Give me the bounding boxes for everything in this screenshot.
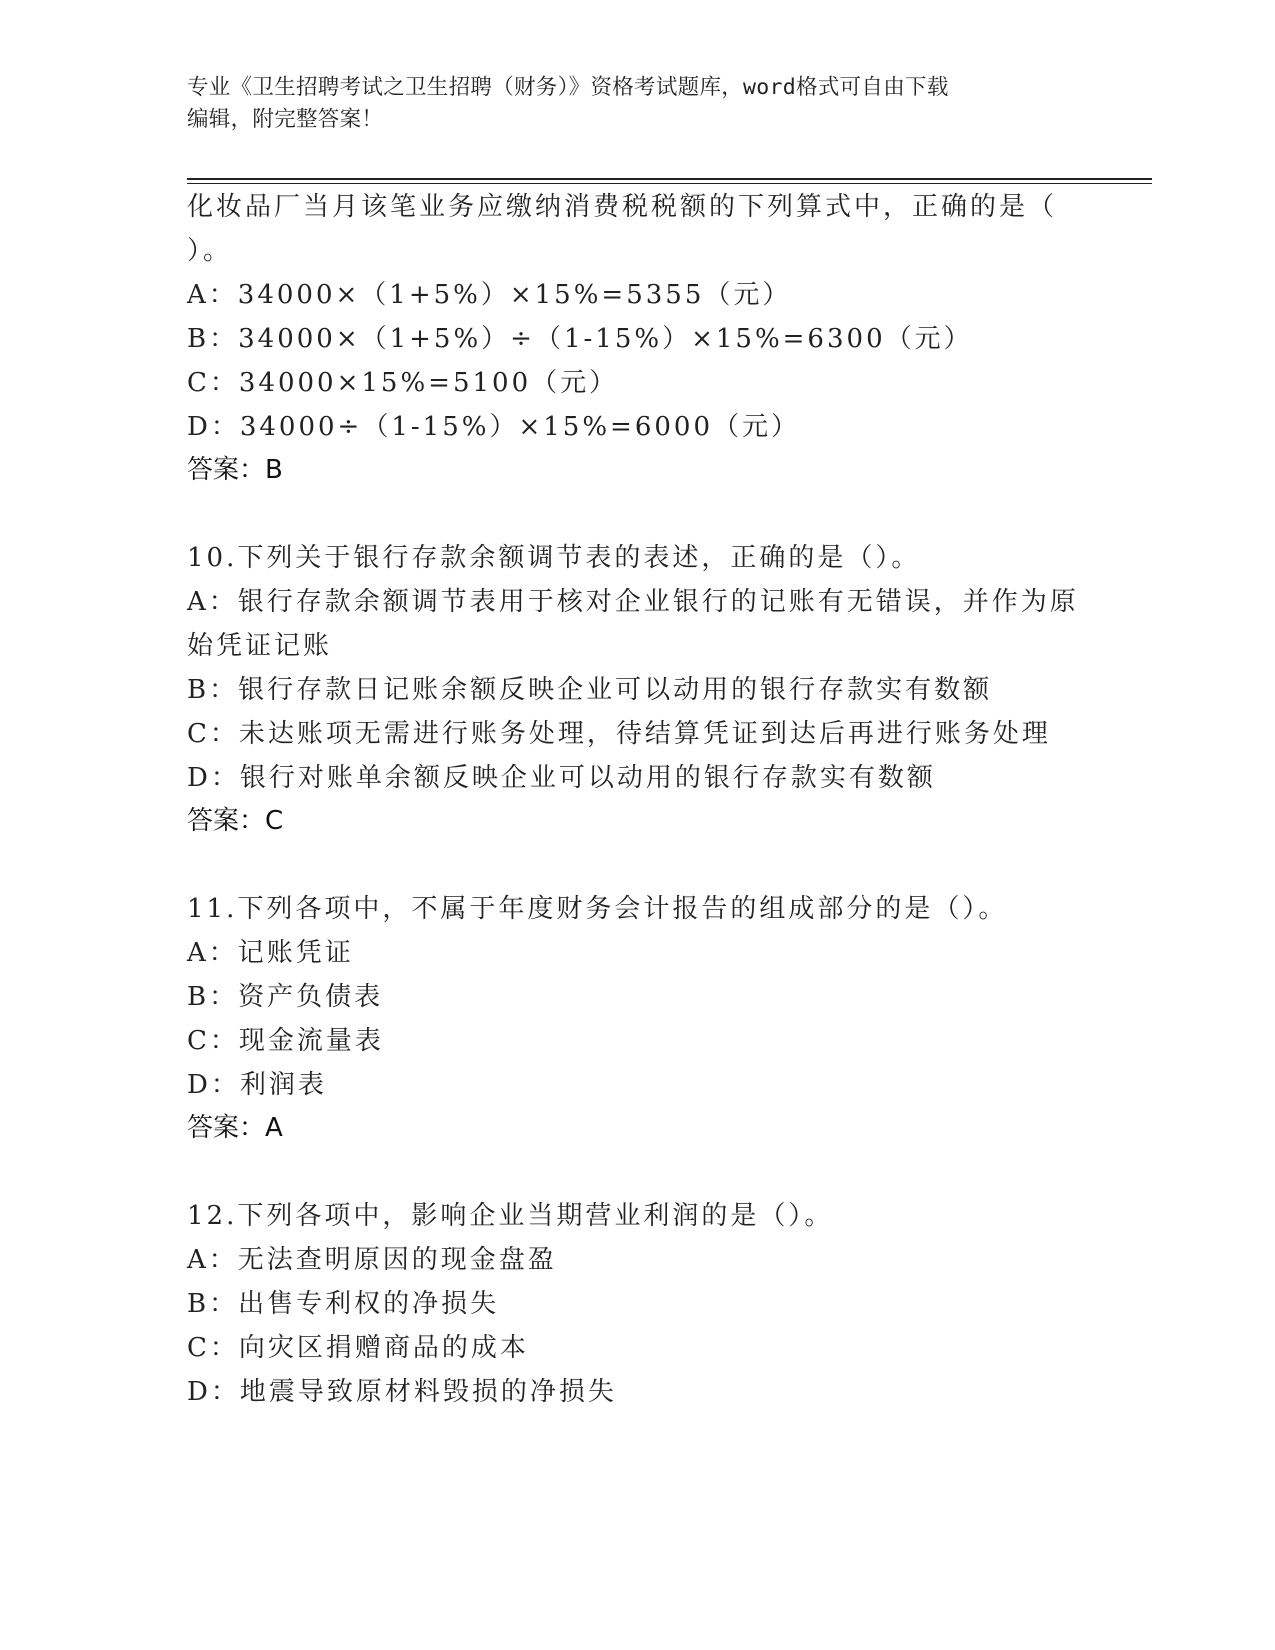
document-header	[187, 72, 1087, 136]
q12-option-a: A：无法查明原因的现金盘盈	[187, 1245, 557, 1275]
q10-option-c: C：未达账项无需进行账务处理，待结算凭证到达后再进行账务处理	[187, 719, 1051, 749]
q11-option-d: D：利润表	[187, 1070, 327, 1100]
q12-option-c: C：向灾区捐赠商品的成本	[187, 1333, 529, 1363]
q10-option-a-line-2: 始凭证记账	[187, 631, 333, 661]
q11-option-b: B：资产负债表	[187, 982, 384, 1012]
q10-option-a-line-1: A：银行存款余额调节表用于核对企业银行的记账有无错误，并作为原	[187, 587, 1079, 617]
header-line-1: 专业《卫生招聘考试之卫生招聘（财务）》资格考试题库，word格式可自由下载	[187, 75, 949, 100]
q12-option-b: B：出售专利权的净损失	[187, 1289, 500, 1319]
q9-option-c: C：34000×15%=5100（元）	[187, 368, 619, 398]
q12-option-d: D：地震导致原材料毁损的净损失	[187, 1377, 617, 1407]
q11-option-c: C：现金流量表	[187, 1026, 384, 1056]
q12-stem: 12.下列各项中，影响企业当期营业利润的是（）。	[187, 1201, 834, 1231]
q9-option-b: B：34000×（1+5%）÷（1-15%）×15%=6300（元）	[187, 324, 973, 354]
header-divider-thick	[187, 178, 1152, 180]
header-divider-thin	[187, 183, 1152, 184]
q11-option-a: A：记账凭证	[187, 938, 354, 968]
q11-stem: 11.下列各项中，不属于年度财务会计报告的组成部分的是（）。	[187, 894, 1008, 924]
q9-option-d: D：34000÷（1-15%）×15%=6000（元）	[187, 412, 800, 442]
q10-option-d: D：银行对账单余额反映企业可以动用的银行存款实有数额	[187, 763, 936, 793]
q9-stem-line-1: 化妆品厂当月该笔业务应缴纳消费税税额的下列算式中，正确的是（	[187, 192, 1058, 222]
q9-stem-line-2: ）。	[187, 236, 233, 266]
q10-stem: 10.下列关于银行存款余额调节表的表述，正确的是（）。	[187, 543, 921, 573]
q9-option-a: A：34000×（1+5%）×15%=5355（元）	[187, 280, 792, 310]
q10-option-b: B：银行存款日记账余额反映企业可以动用的银行存款实有数额	[187, 675, 993, 705]
q10-answer: 答案：C	[187, 806, 284, 836]
q11-answer: 答案：A	[187, 1113, 283, 1143]
q9-answer: 答案：B	[187, 455, 283, 485]
header-line-2: 编辑，附完整答案！	[187, 107, 384, 132]
